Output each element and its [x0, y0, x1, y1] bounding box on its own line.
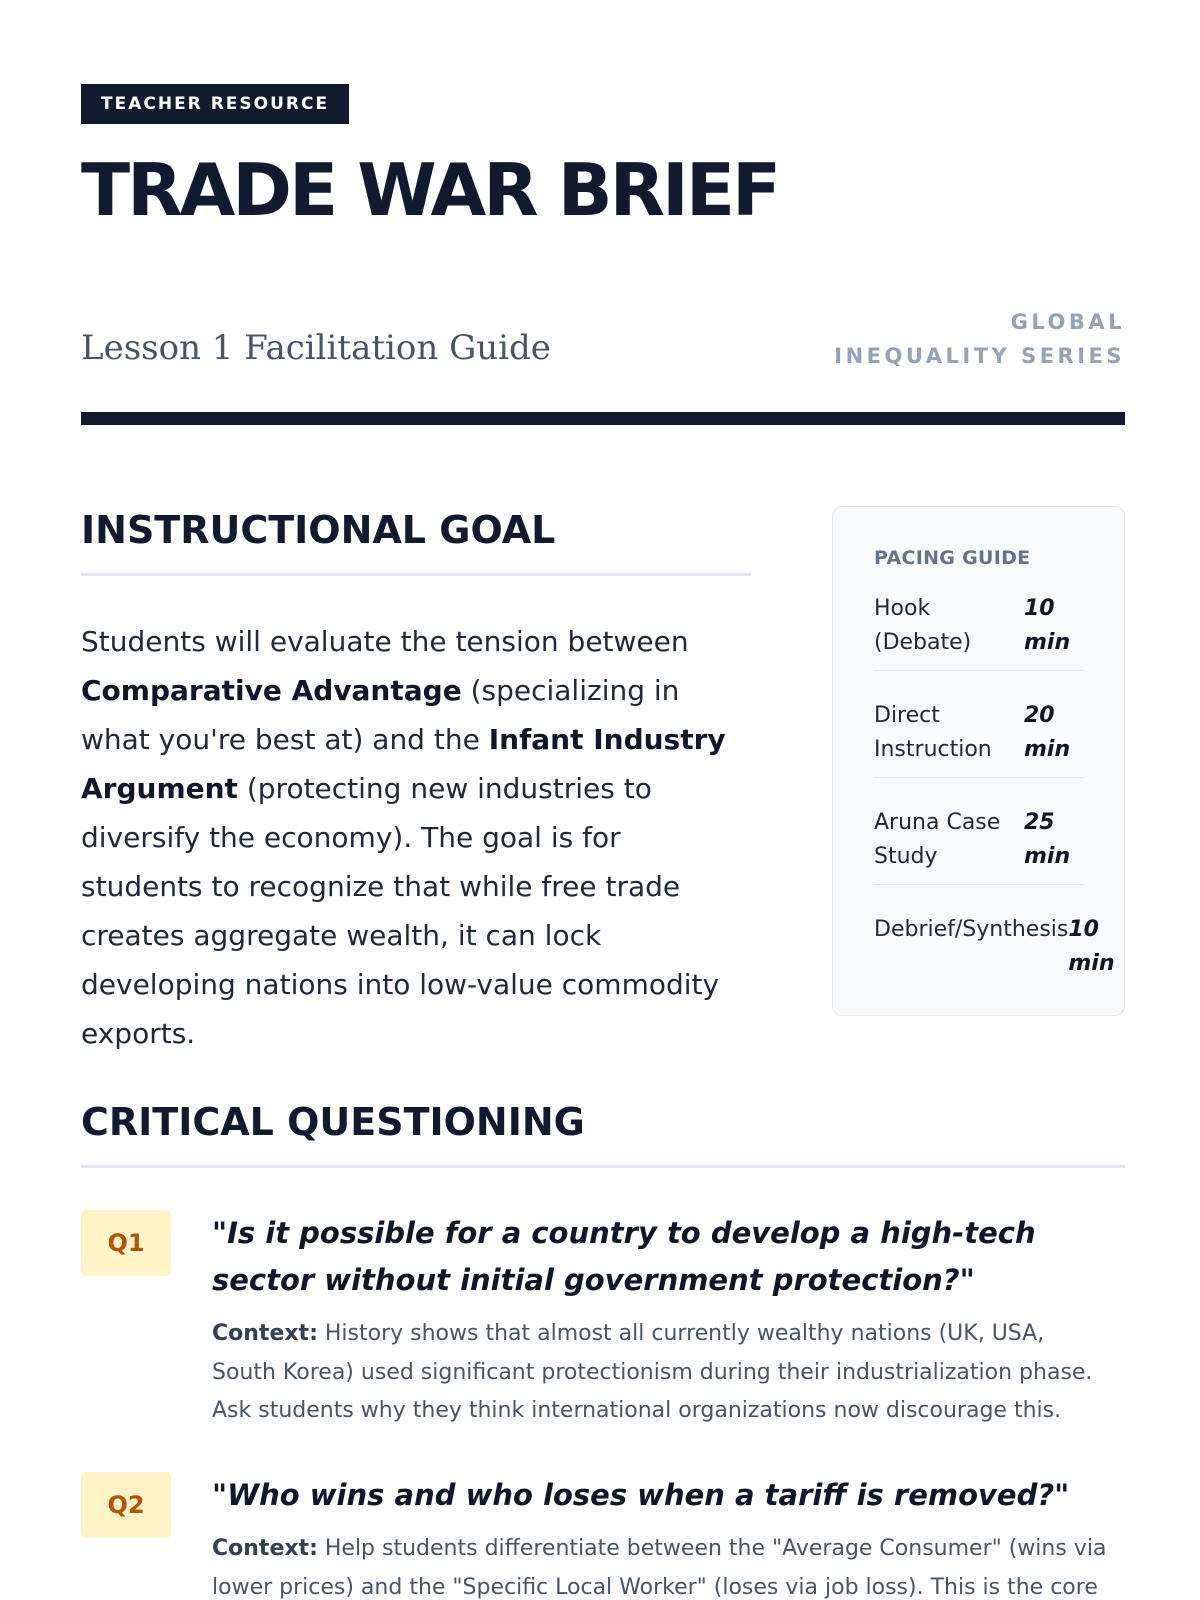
goal-paragraph	[81, 617, 751, 1058]
pacing-row	[874, 699, 1084, 778]
pacing-duration: 25 min	[1024, 810, 1071, 869]
pacing-row	[874, 592, 1084, 671]
page-title: TRADE WAR BRIEF	[81, 148, 779, 232]
context-label: Context:	[212, 1321, 318, 1346]
question-body	[212, 1210, 1112, 1431]
question-body	[212, 1472, 1112, 1600]
questions-divider	[81, 1165, 1125, 1168]
question-badge: Q1	[81, 1210, 171, 1276]
goal-divider	[81, 573, 751, 576]
context-text: History shows that almost all currently wealthy nations (UK, USA, South Korea) used significant protectionism during their industrialization phase. Ask students why they think international organizations now discourage this.	[212, 1321, 1093, 1423]
pacing-row	[874, 806, 1084, 885]
goal-text-part: Students will evaluate the tension between	[81, 625, 689, 658]
pacing-activity: Aruna Case Study	[874, 810, 1001, 869]
pacing-activity: Debrief/Synthesis	[874, 917, 1069, 942]
context-label: Context:	[212, 1536, 318, 1561]
question-context	[212, 1315, 1112, 1431]
question-text: "Is it possible for a country to develop a high-tech sector without initial government protection?"	[212, 1216, 1036, 1297]
pacing-duration: 10 min	[1024, 596, 1071, 655]
pacing-row	[874, 913, 1115, 991]
context-text: Help students differentiate between the "Average Consumer" (wins via lower prices) and the "Specific Local Worker" (loses via job loss). This is the core	[212, 1536, 1107, 1600]
goal-term: Comparative Advantage	[81, 674, 462, 707]
question-context	[212, 1530, 1112, 1600]
pacing-guide-title: PACING GUIDE	[874, 547, 1031, 569]
pacing-activity: Hook (Debate)	[874, 596, 972, 655]
series-label: GLOBAL INEQUALITY SERIES	[834, 310, 1125, 368]
pacing-guide-card	[832, 506, 1125, 1016]
pacing-duration: 20 min	[1024, 703, 1071, 762]
goal-text-part: (specializing in what you're best at) and the	[81, 674, 680, 756]
pacing-activity: Direct Instruction	[874, 703, 992, 762]
pacing-duration: 10 min	[1068, 917, 1115, 976]
page-subtitle: Lesson 1 Facilitation Guide	[81, 328, 551, 368]
questions-heading: CRITICAL QUESTIONING	[81, 1100, 585, 1144]
facilitation-guide-page	[81, 0, 1125, 1600]
header-divider	[81, 412, 1125, 425]
goal-term: Infant Industry Argument	[81, 723, 726, 805]
goal-text-part: (protecting new industries to diversify the economy). The goal is for students to recognize that while free trade creates aggregate wealth, it can lock developing nations into low-value commodity exports.	[81, 772, 720, 1050]
resource-tag: TEACHER RESOURCE	[81, 84, 349, 124]
question-badge: Q2	[81, 1472, 171, 1538]
goal-heading: INSTRUCTIONAL GOAL	[81, 508, 556, 552]
question-text: "Who wins and who loses when a tariff is removed?"	[212, 1478, 1070, 1512]
